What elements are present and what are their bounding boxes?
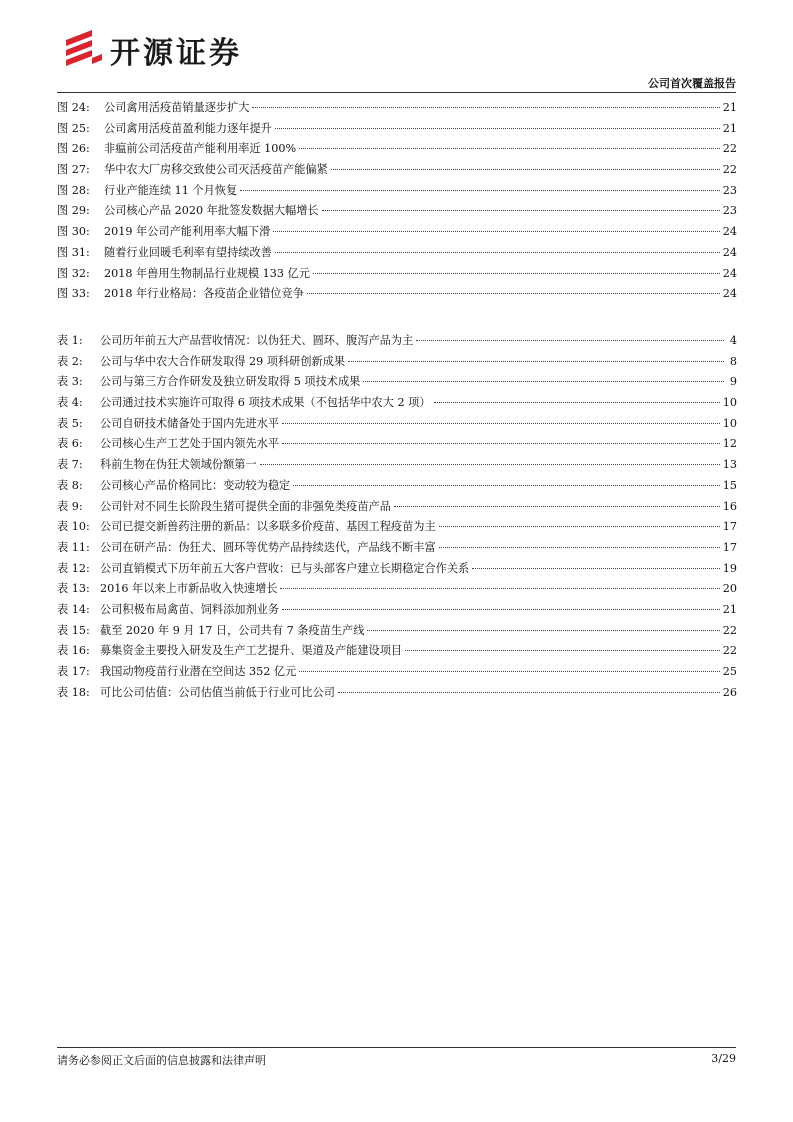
entry-title: 行业产能连续 11 个月恢复 (104, 183, 238, 197)
entry-page-number: 12 (722, 437, 737, 451)
dot-leader (280, 588, 719, 589)
entry-page-number: 17 (722, 540, 737, 554)
dot-leader (293, 485, 720, 486)
table-index-entry[interactable] (57, 683, 737, 704)
footer-divider (57, 1047, 736, 1048)
entry-number: 图 32: (57, 266, 90, 280)
entry-number: 图 26: (57, 142, 90, 156)
brand-logo (62, 28, 242, 72)
entry-page-number: 24 (722, 225, 737, 239)
entry-page-number: 20 (722, 582, 737, 596)
entry-page-number: 22 (722, 623, 737, 637)
table-index-entry[interactable] (57, 372, 737, 393)
entry-title: 公司自研技术储备处于国内先进水平 (100, 416, 280, 430)
entry-number: 表 7: (57, 458, 83, 472)
entry-page-number: 22 (722, 142, 737, 156)
table-index-list (57, 331, 737, 703)
entry-number: 图 28: (57, 183, 90, 197)
entry-page-number: 4 (729, 334, 737, 347)
entry-number: 图 24: (57, 101, 90, 114)
entry-page-number: 21 (722, 121, 737, 135)
entry-title: 公司与华中农大合作研发取得 29 项科研创新成果 (100, 354, 346, 368)
entry-title: 可比公司估值：公司估值当前低于行业可比公司 (100, 685, 335, 699)
entry-number: 表 16: (57, 644, 90, 658)
dot-leader (260, 464, 720, 465)
dot-leader (331, 169, 720, 170)
entry-title: 随着行业回暖毛利率有望持续改善 (104, 245, 272, 259)
entry-number: 表 9: (57, 499, 83, 513)
entry-title: 公司积极布局禽苗、饲料添加剂业务 (100, 602, 280, 616)
entry-page-number: 10 (722, 416, 737, 430)
figure-index-entry[interactable] (57, 201, 737, 222)
entry-title: 科前生物在伪狂犬领域份额第一 (100, 458, 257, 472)
entry-page-number: 16 (722, 499, 737, 513)
header-divider (57, 92, 736, 93)
dot-leader (313, 273, 720, 274)
dot-leader (282, 609, 720, 610)
figure-index-entry[interactable] (57, 119, 737, 140)
entry-page-number: 22 (722, 163, 737, 177)
entry-page-number: 17 (722, 520, 737, 534)
entry-number: 图 25: (57, 121, 90, 135)
entry-title: 非瘟前公司活疫苗产能利用率近 100% (104, 142, 297, 156)
figure-index-entry[interactable] (57, 139, 737, 160)
footer-page-number: 3/29 (711, 1052, 736, 1065)
dot-leader (394, 506, 720, 507)
entry-page-number: 8 (729, 354, 737, 368)
dot-leader (299, 148, 720, 149)
entry-title: 公司针对不同生长阶段生猪可提供全面的非强免类疫苗产品 (100, 499, 391, 513)
entry-number: 图 31: (57, 245, 90, 259)
brand-logo-icon (62, 28, 104, 72)
table-index-entry[interactable] (57, 600, 737, 621)
entry-title: 公司核心产品价格同比：变动较为稳定 (100, 478, 291, 492)
entry-page-number: 23 (722, 183, 737, 197)
dot-leader (416, 340, 724, 341)
entry-title: 截至 2020 年 9 月 17 日，公司共有 7 条疫苗生产线 (100, 623, 365, 637)
figure-index-entry[interactable] (57, 98, 737, 119)
dot-leader (252, 107, 719, 108)
figure-index-entry[interactable] (57, 284, 737, 305)
dot-leader (273, 231, 719, 232)
entry-title: 公司核心产品 2020 年批签发数据大幅增长 (104, 204, 319, 218)
dot-leader (322, 210, 720, 211)
figure-index-list (57, 98, 737, 305)
entry-title: 公司与第三方合作研发及独立研发取得 5 项技术成果 (100, 375, 361, 389)
figure-index-entry[interactable] (57, 160, 737, 181)
dot-leader (348, 361, 724, 362)
table-index-entry[interactable] (57, 579, 737, 600)
dot-leader (282, 423, 720, 424)
entry-title: 2016 年以来上市新品收入快速增长 (100, 582, 278, 596)
figure-index-entry[interactable] (57, 264, 737, 285)
entry-number: 表 12: (57, 561, 90, 575)
dot-leader (275, 252, 720, 253)
entry-number: 表 6: (57, 437, 83, 451)
entry-title: 募集资金主要投入研发及生产工艺提升、渠道及产能建设项目 (100, 644, 403, 658)
table-index-entry[interactable] (57, 393, 737, 414)
table-index-entry[interactable] (57, 538, 737, 559)
entry-title: 2018 年行业格局：各疫苗企业错位竞争 (104, 287, 304, 301)
entry-number: 图 30: (57, 225, 90, 239)
dot-leader (439, 526, 720, 527)
entry-title: 公司直销模式下历年前五大客户营收：已与头部客户建立长期稳定合作关系 (100, 561, 470, 575)
entry-number: 图 27: (57, 163, 90, 177)
footer-disclaimer: 请务必参阅正文后面的信息披露和法律声明 (57, 1054, 266, 1067)
entry-page-number: 24 (722, 266, 737, 280)
entry-page-number: 21 (722, 602, 737, 616)
table-index-entry[interactable] (57, 414, 737, 435)
entry-number: 表 1: (57, 334, 83, 347)
entry-title: 我国动物疫苗行业潜在空间达 352 亿元 (100, 665, 297, 678)
dot-leader (299, 671, 719, 672)
entry-title: 公司在研产品：伪狂犬、圆环等优势产品持续迭代，产品线不断丰富 (100, 540, 436, 554)
table-index-entry[interactable] (57, 331, 737, 352)
entry-number: 表 14: (57, 602, 90, 616)
figure-index-entry[interactable] (57, 181, 737, 202)
table-index-entry[interactable] (57, 352, 737, 373)
table-index-entry[interactable] (57, 476, 737, 497)
entry-number: 表 17: (57, 665, 90, 678)
entry-number: 表 2: (57, 354, 83, 368)
dot-leader (367, 630, 719, 631)
table-index-entry[interactable] (57, 662, 737, 683)
entry-page-number: 21 (722, 101, 737, 114)
figure-index-entry[interactable] (57, 243, 737, 264)
entry-page-number: 24 (722, 245, 737, 259)
figure-index-entry[interactable] (57, 222, 737, 243)
table-index-entry[interactable] (57, 641, 737, 662)
entry-title: 2019 年公司产能利用率大幅下滑 (104, 225, 271, 239)
entry-page-number: 22 (722, 644, 737, 658)
entry-number: 图 33: (57, 287, 90, 301)
table-index-entry[interactable] (57, 434, 737, 455)
dot-leader (282, 443, 720, 444)
table-index-entry[interactable] (57, 517, 737, 538)
entry-page-number: 24 (722, 287, 737, 301)
entry-number: 表 15: (57, 623, 90, 637)
entry-number: 表 5: (57, 416, 83, 430)
entry-number: 表 18: (57, 685, 90, 699)
entry-number: 表 4: (57, 396, 83, 410)
entry-page-number: 10 (722, 396, 737, 410)
table-index-entry[interactable] (57, 559, 737, 580)
entry-page-number: 19 (722, 561, 737, 575)
dot-leader (405, 650, 720, 651)
table-index-entry[interactable] (57, 455, 737, 476)
entry-number: 表 13: (57, 582, 90, 596)
dot-leader (240, 190, 720, 191)
brand-name: 开源证券 (110, 36, 242, 71)
entry-page-number: 26 (722, 685, 737, 699)
entry-title: 公司通过技术实施许可取得 6 项技术成果（不包括华中农大 2 项） (100, 396, 431, 410)
table-index-entry[interactable] (57, 497, 737, 518)
dot-leader (439, 547, 720, 548)
entry-number: 表 10: (57, 520, 90, 534)
entry-title: 2018 年兽用生物制品行业规模 133 亿元 (104, 266, 310, 280)
dot-leader (307, 293, 720, 294)
dot-leader (472, 568, 720, 569)
table-index-entry[interactable] (57, 621, 737, 642)
dot-leader (434, 402, 720, 403)
entry-title: 公司已提交新兽药注册的新品：以多联多价疫苗、基因工程疫苗为主 (100, 520, 436, 534)
entry-title: 公司历年前五大产品营收情况：以伪狂犬、圆环、腹泻产品为主 (100, 334, 414, 347)
report-type-label: 公司首次覆盖报告 (648, 77, 736, 90)
entry-title: 公司禽用活疫苗销量逐步扩大 (104, 101, 250, 114)
dot-leader (338, 692, 720, 693)
entry-page-number: 15 (722, 478, 737, 492)
entry-page-number: 25 (722, 665, 737, 678)
dot-leader (363, 381, 724, 382)
entry-number: 表 3: (57, 375, 83, 389)
entry-number: 图 29: (57, 204, 90, 218)
entry-number: 表 8: (57, 478, 83, 492)
dot-leader (275, 128, 720, 129)
entry-page-number: 9 (729, 375, 737, 389)
entry-title: 公司禽用活疫苗盈利能力逐年提升 (104, 121, 272, 135)
entry-page-number: 13 (722, 458, 737, 472)
entry-page-number: 23 (722, 204, 737, 218)
entry-title: 公司核心生产工艺处于国内领先水平 (100, 437, 280, 451)
entry-number: 表 11: (57, 540, 90, 554)
entry-title: 华中农大厂房移交致使公司灭活疫苗产能偏紧 (104, 163, 328, 177)
